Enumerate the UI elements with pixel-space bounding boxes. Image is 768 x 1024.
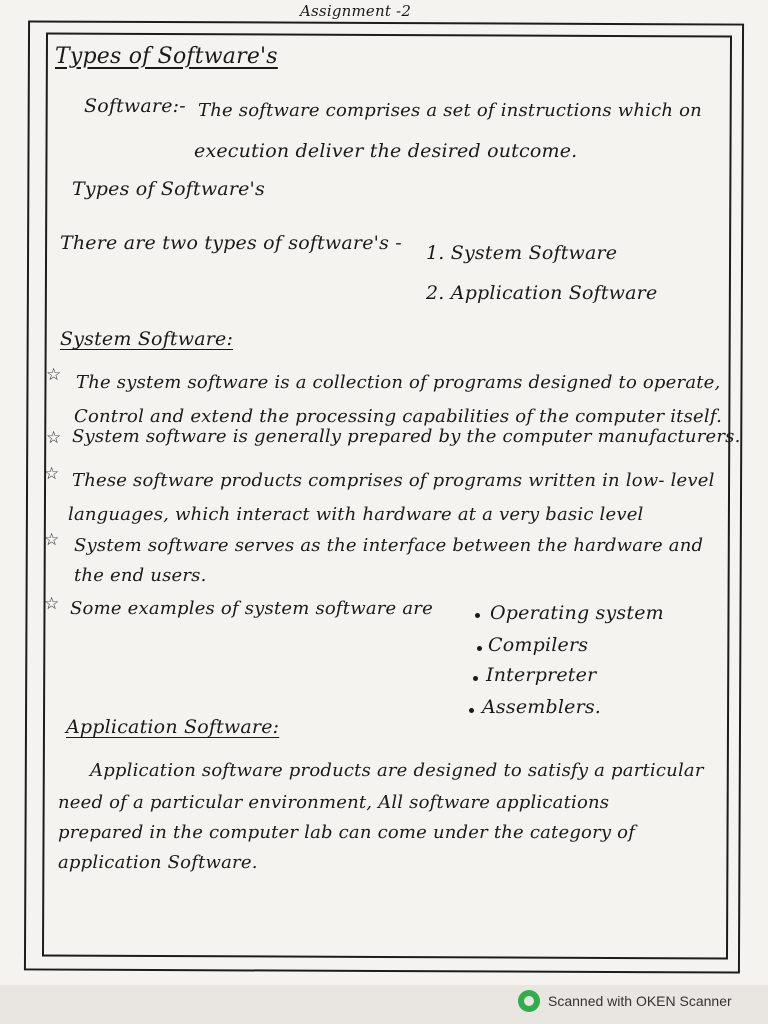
application-software-heading: Application Software: <box>66 716 280 738</box>
example-3: Interpreter <box>486 664 597 686</box>
example-1: Operating system <box>490 602 664 624</box>
star-bullet-icon: ☆ <box>46 365 62 385</box>
system-software-heading: System Software: <box>60 328 234 350</box>
star-bullet-icon: ☆ <box>44 530 60 550</box>
definition-term: Software:- <box>84 95 186 117</box>
system-point-3-line-2: languages, which interact with hardware at a very basic level <box>68 504 644 525</box>
scanner-watermark <box>518 990 732 1012</box>
system-point-1-line-2: Control and extend the processing capabilities of the computer itself. <box>74 406 722 427</box>
system-point-4-line-2: the end users. <box>74 565 207 586</box>
star-bullet-icon: ☆ <box>44 464 60 484</box>
page-border-inner <box>42 33 732 960</box>
dot-bullet <box>475 613 480 618</box>
definition-line-1: The software comprises a set of instructions which on <box>198 100 702 121</box>
system-point-5: Some examples of system software are <box>70 598 433 619</box>
system-point-4-line-1: System software serves as the interface between the hardware and <box>74 535 704 556</box>
star-bullet-icon: ☆ <box>44 594 60 614</box>
scanner-logo-icon <box>518 990 540 1012</box>
star-bullet-icon: ☆ <box>46 428 62 448</box>
example-2: Compilers <box>488 634 589 656</box>
scanner-watermark-text: Scanned with OKEN Scanner <box>548 993 732 1009</box>
assignment-header: Assignment -2 <box>300 2 412 20</box>
system-point-1-line-1: The system software is a collection of programs designed to operate, <box>76 372 721 393</box>
application-line-2: need of a particular environment, All software applications <box>58 792 610 813</box>
system-point-2: System software is generally prepared by the computer manufacturers. <box>72 426 741 447</box>
definition-line-2: execution deliver the desired outcome. <box>194 140 578 162</box>
application-line-3: prepared in the computer lab can come under the category of <box>58 822 636 843</box>
types-item-2: 2. Application Software <box>426 282 658 304</box>
dot-bullet <box>473 676 478 681</box>
example-4: Assemblers. <box>482 696 602 718</box>
dot-bullet <box>477 646 482 651</box>
system-point-3-line-1: These software products comprises of programs written in low- level <box>72 470 715 491</box>
page-title: Types of Software's <box>55 44 278 69</box>
types-intro: There are two types of software's - <box>60 232 402 254</box>
application-line-4: application Software. <box>58 852 258 873</box>
types-item-1: 1. System Software <box>426 242 618 264</box>
types-heading: Types of Software's <box>72 178 265 200</box>
dot-bullet <box>469 708 474 713</box>
application-line-1: Application software products are designed to satisfy a particular <box>90 760 704 781</box>
